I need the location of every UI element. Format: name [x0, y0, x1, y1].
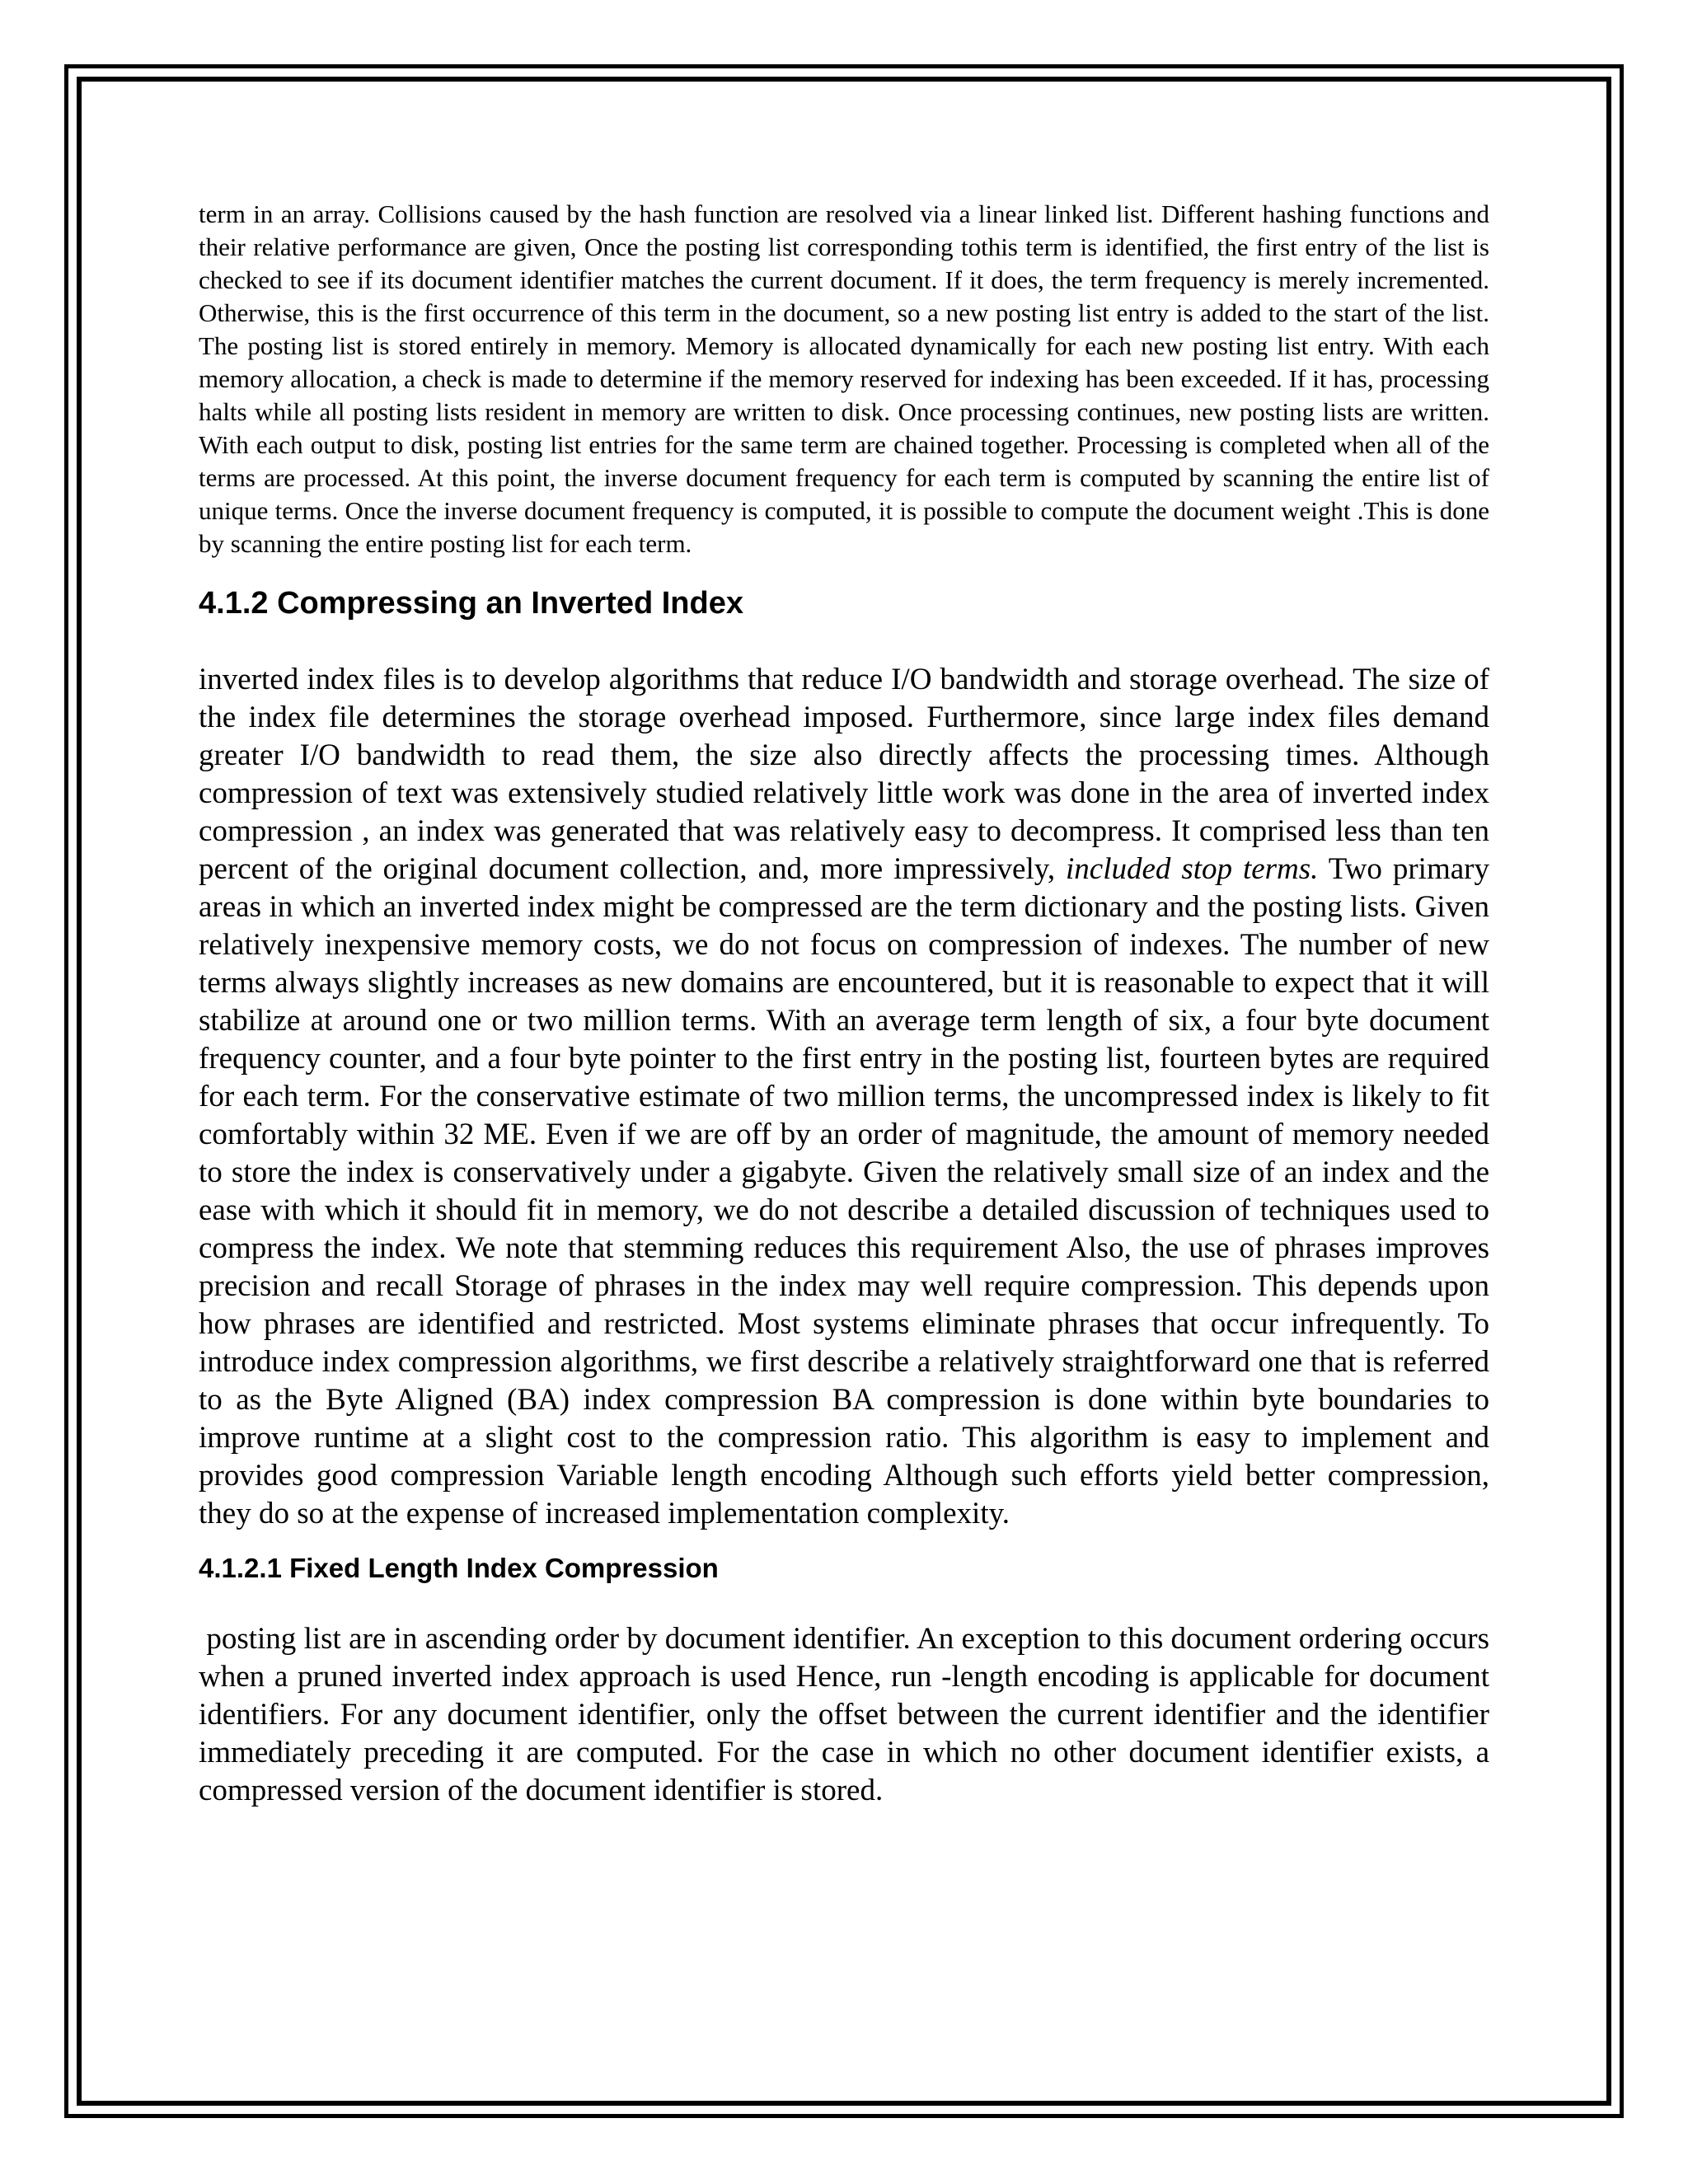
paragraph-text-part-2: Two primary areas in which an inverted index might be compressed are the term dictionary and the posting lists. Given relatively inexpensive memory costs, we do not focus on compression of indexes. The number of new terms always slightly increases as new domains are encountered, but it is reasonable to expect that it will stabilize at around one or two million terms. With an average term length of six, a four byte document frequency counter, and a four byte pointer to the first entry in the posting list, fourteen bytes are required for each term. For the conservative estimate of two million terms, the uncompressed index is likely to fit comfortably within 32 ME. Even if we are off by an order of magnitude, the amount of memory needed to store the index is conservatively under a gigabyte. Given the relatively small size of an index and the ease with which it should fit in memory, we do not describe a detailed discussion of techniques used to compress the index. We note that stemming reduces this requirement Also, the use of phrases improves precision and recall Storage of phrases in the index may well require compression. This depends upon how phrases are identified and restricted. Most systems eliminate phrases that occur infrequently. To introduce index compression algorithms, we first describe a relatively straightforward one that is referred to as the Byte Aligned (BA) index compression BA compression is done within byte boundaries to improve runtime at a slight cost to the compression ratio. This algorithm is easy to implement and provides good compression Variable length encoding Although such efforts yield better compression, they do so at the expense of increased implementation complexity.: [199, 852, 1489, 1530]
page-content: [199, 198, 1498, 1810]
paragraph-text-part-1: inverted index files is to develop algorithms that reduce I/O bandwidth and storage overhead. The size of the index file determines the storage overhead imposed. Furthermore, since large index files demand greater I/O bandwidth to read them, the size also directly affects the processing times. Although compression of text was extensively studied relatively little work was done in the area of inverted index compression , an index was generated that was relatively easy to decompress. It comprised less than ten percent of the original document collection, and, more impressively,: [199, 663, 1489, 886]
paragraph-fixed-length-compression: posting list are in ascending order by document identifier. An exception to this document ordering occurs when a pruned inverted index approach is used Hence, run -length encoding is applicable for document identifiers. For any document identifier, only the offset between the current identifier and the identifier immediately preceding it are computed. For the case in which no other document identifier exists, a compressed version of the document identifier is stored.: [199, 1622, 1498, 1807]
paragraph-compression-overview: [199, 661, 1489, 1533]
subsection-heading-fixed-length: 4.1.2.1 Fixed Length Index Compression: [199, 1553, 719, 1583]
section-heading-compressing-inverted-index: 4.1.2 Compressing an Inverted Index: [199, 586, 743, 621]
paragraph-hash-posting-list: term in an array. Collisions caused by the hash function are resolved via a linear linked list. Different hashing functions and their relative performance are given, Once the posting list corresponding tothis term is identified, the first entry of the list is checked to see if its document identifier matches the current document. If it does, the term frequency is merely incremented. Otherwise, this is the first occurrence of this term in the document, so a new posting list entry is added to the start of the list. The posting list is stored entirely in memory. Memory is allocated dynamically for each new posting list entry. With each memory allocation, a check is made to determine if the memory reserved for indexing has been exceeded. If it has, processing halts while all posting lists resident in memory are written to disk. Once processing continues, new posting lists are written. With each output to disk, posting list entries for the same term are chained together. Processing is completed when all of the terms are processed. At this point, the inverse document frequency for each term is computed by scanning the entire list of unique terms. Once the inverse document frequency is computed, it is possible to compute the document weight .This is done by scanning the entire posting list for each term.: [199, 199, 1489, 558]
italic-phrase: included stop terms.: [1066, 852, 1319, 886]
